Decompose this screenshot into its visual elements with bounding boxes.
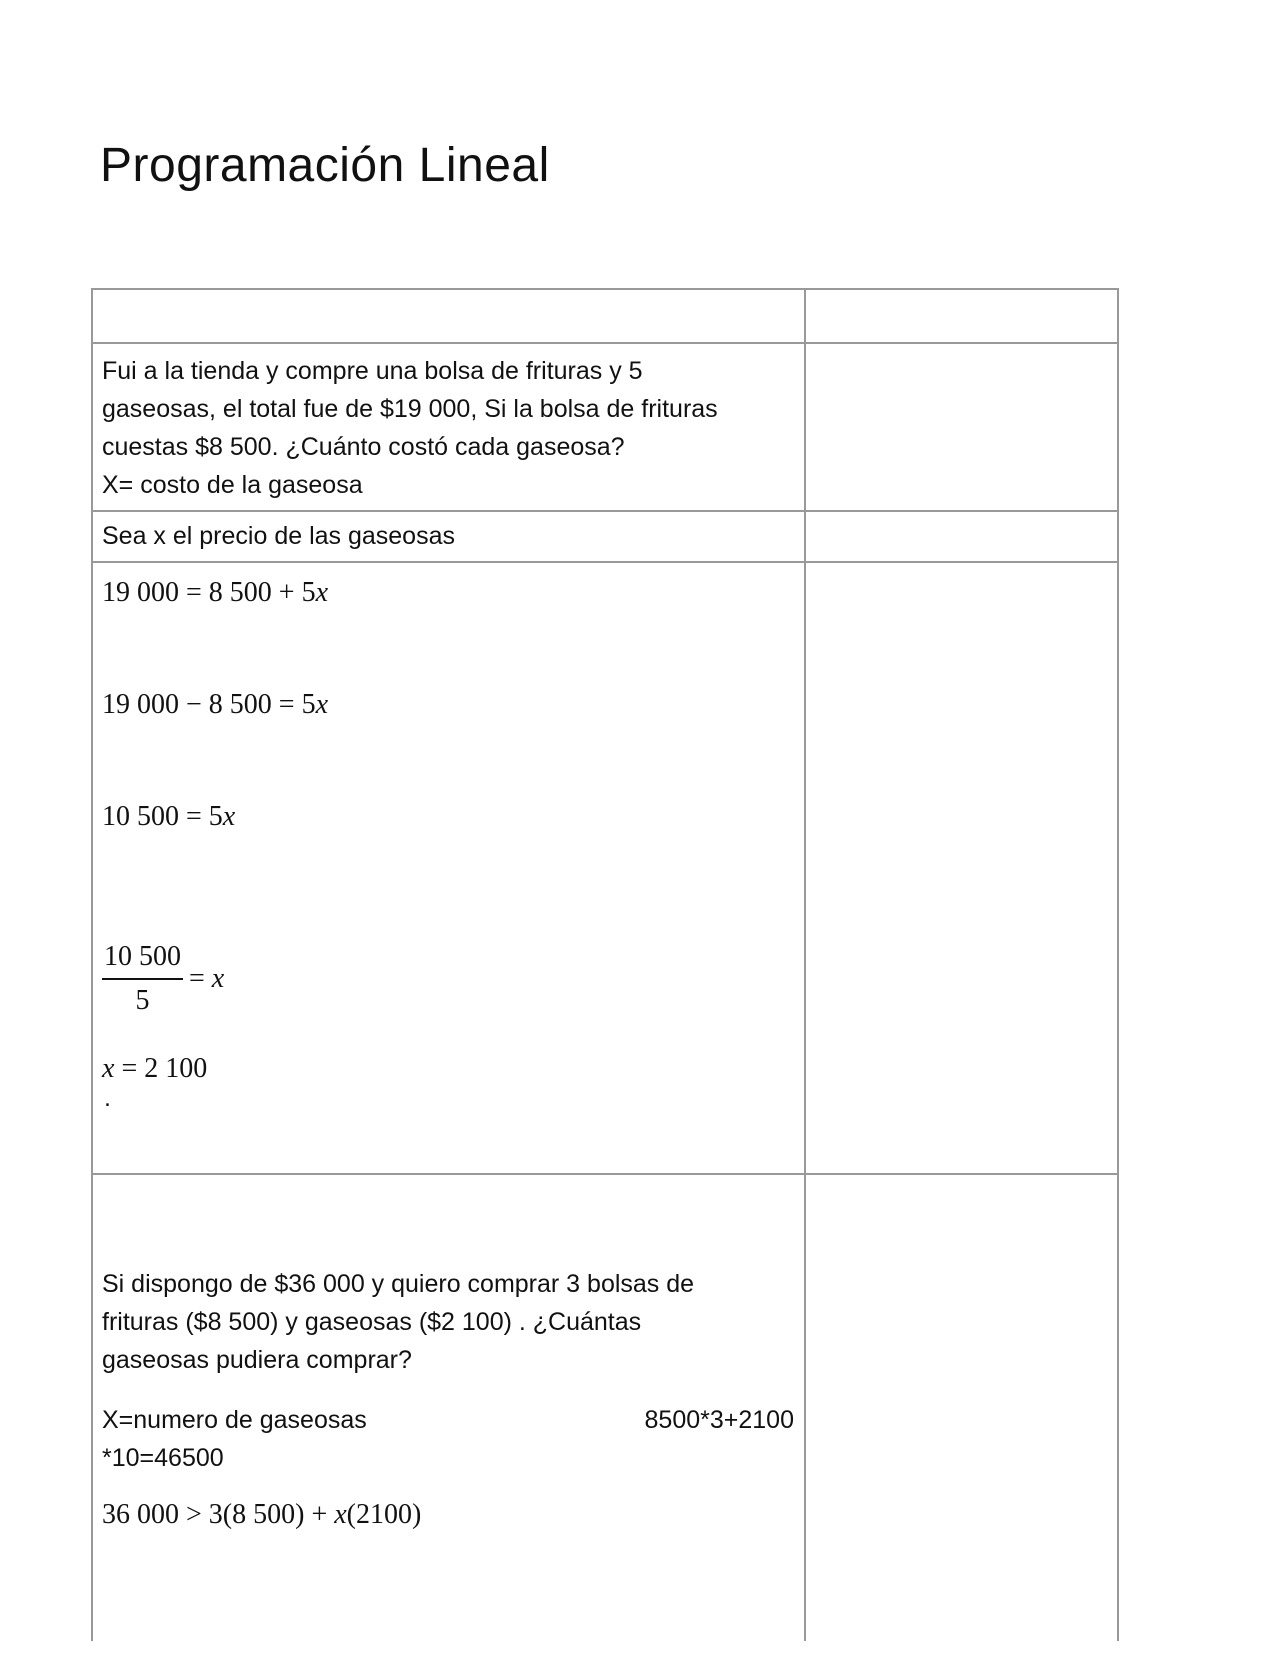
problem-1-line-3: cuestas $8 500. ¿Cuánto costó cada gaseosa? bbox=[102, 433, 625, 461]
empty-cell-left bbox=[92, 289, 805, 343]
trailing-dot: . bbox=[104, 1084, 111, 1112]
problem-1-cell bbox=[92, 343, 805, 511]
table-row-problem-2 bbox=[92, 1174, 1118, 1641]
problem-2-cell bbox=[92, 1174, 805, 1641]
equation-step-3-var: x bbox=[222, 801, 236, 832]
equation-step-2 bbox=[102, 685, 794, 797]
inequality-right: (2100) bbox=[346, 1499, 422, 1530]
let-side-cell bbox=[805, 511, 1118, 562]
equation-step-5-right: = 2 100 bbox=[114, 1053, 208, 1084]
solution-cell bbox=[92, 562, 805, 1174]
page-title: Programación Lineal bbox=[100, 139, 550, 192]
fraction-denominator: 5 bbox=[135, 985, 150, 1016]
problem-2-line-3: gaseosas pudiera comprar? bbox=[102, 1346, 412, 1374]
problem-2-variable: X=numero de gaseosas bbox=[102, 1406, 367, 1434]
equation-step-1 bbox=[102, 573, 794, 685]
empty-cell-right bbox=[805, 289, 1118, 343]
equation-step-5 bbox=[102, 1049, 794, 1112]
let-statement-cell bbox=[92, 511, 805, 562]
equation-step-5-var: x bbox=[102, 1053, 115, 1084]
equation-step-2-left: 19 000 − 8 500 = 5 bbox=[102, 689, 316, 720]
fraction-numerator: 10 500 bbox=[102, 938, 183, 980]
problem-2-side-cell bbox=[805, 1174, 1118, 1641]
fraction-rhs-var: x bbox=[211, 963, 225, 994]
equation-step-4 bbox=[102, 909, 794, 1049]
equation-step-3 bbox=[102, 797, 794, 909]
problem-1-variable: X= costo de la gaseosa bbox=[102, 471, 363, 499]
inequality-var: x bbox=[334, 1499, 347, 1530]
problem-2-line-1: Si dispongo de $36 000 y quiero comprar 3 bolsas de bbox=[102, 1270, 695, 1298]
table-row-solution bbox=[92, 562, 1118, 1174]
equation-step-1-left: 19 000 = 8 500 + 5 bbox=[102, 577, 316, 608]
table-row-header bbox=[92, 289, 1118, 343]
problem-2-line-2: frituras ($8 500) y gaseosas ($2 100) . ¿Cuántas bbox=[102, 1308, 642, 1336]
equation-step-3-left: 10 500 = 5 bbox=[102, 801, 223, 832]
table-row-let bbox=[92, 511, 1118, 562]
equation-step-1-var: x bbox=[315, 577, 329, 608]
problem-1-line-1: Fui a la tienda y compre una bolsa de frituras y 5 bbox=[102, 357, 643, 385]
fraction bbox=[102, 938, 183, 1020]
fraction-equals: = bbox=[189, 963, 205, 994]
inequality-left: 36 000 > 3(8 500) + bbox=[102, 1499, 335, 1530]
problem-1-line-2: gaseosas, el total fue de $19 000, Si la bolsa de frituras bbox=[102, 395, 718, 423]
inequality bbox=[102, 1495, 794, 1535]
problem-2-variable-row bbox=[102, 1401, 794, 1439]
table-row-problem-1 bbox=[92, 343, 1118, 511]
side-calculation-cont: *10=46500 bbox=[102, 1444, 224, 1472]
side-calculation: 8500*3+2100 bbox=[644, 1406, 794, 1434]
let-statement: Sea x el precio de las gaseosas bbox=[102, 522, 455, 550]
problem-1-side-cell bbox=[805, 343, 1118, 511]
worksheet-table bbox=[91, 288, 1119, 1641]
equation-step-2-var: x bbox=[315, 689, 329, 720]
solution-side-cell bbox=[805, 562, 1118, 1174]
